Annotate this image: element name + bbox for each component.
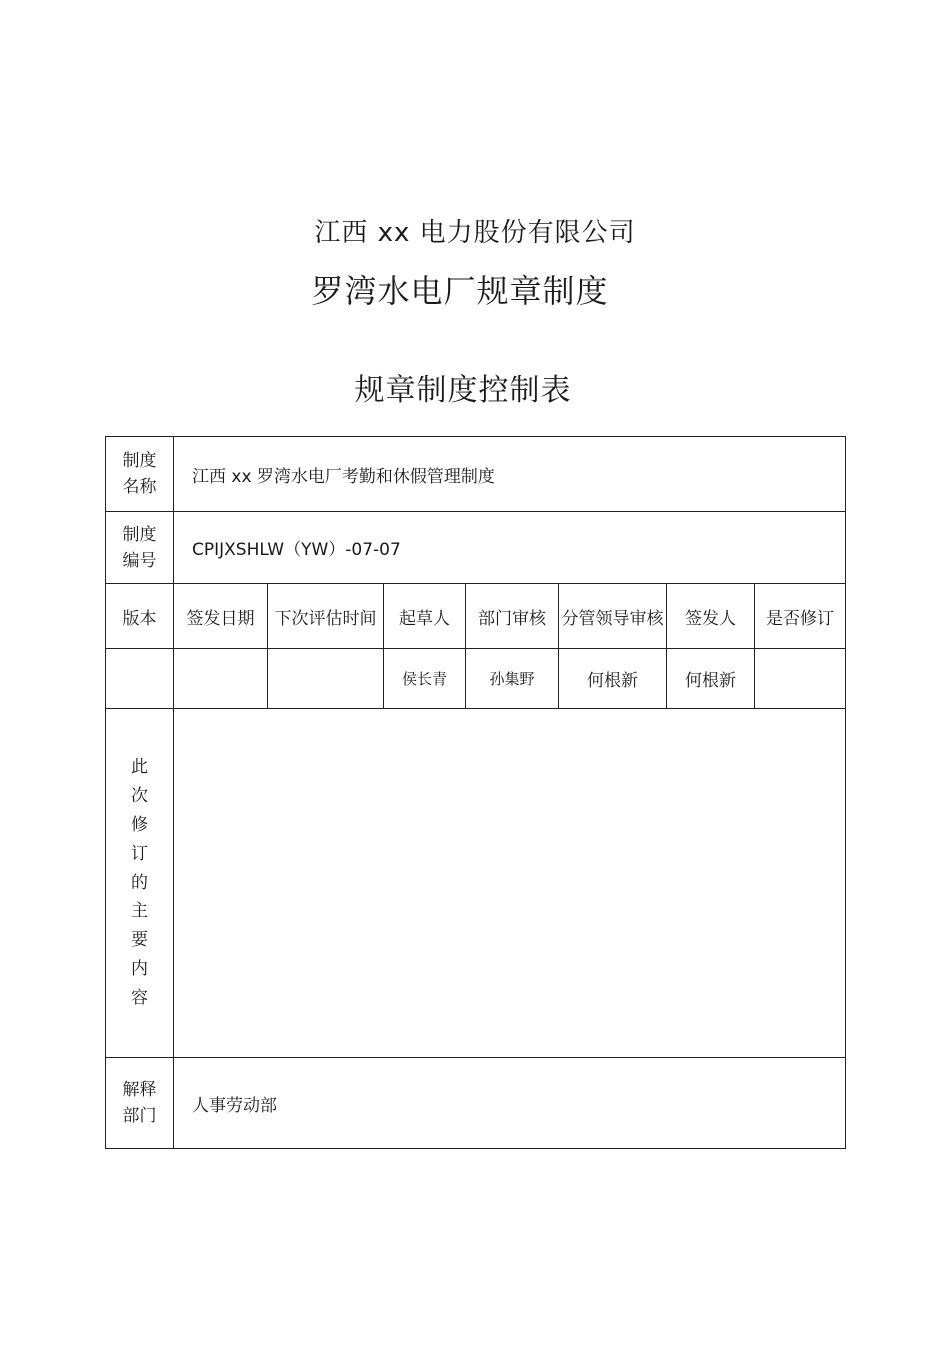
name-label-line2: 名称: [122, 477, 157, 497]
revision-label-char: 主: [131, 901, 148, 922]
company-name: 江西 xx 电力股份有限公司: [314, 218, 636, 248]
form-title: 规章制度控制表: [354, 373, 572, 408]
revision-content-cell: [174, 709, 846, 1058]
interp-dept-value: 人事劳动部: [174, 1058, 846, 1149]
col-header-issue-date: 签发日期: [174, 584, 268, 649]
control-table: [105, 436, 846, 1149]
value-version: [106, 649, 174, 709]
code-label-line1: 制度: [122, 524, 157, 545]
name-label-line1: 制度: [122, 451, 157, 471]
revision-label-char: 修: [131, 815, 148, 835]
revision-row: [106, 709, 846, 1058]
name-label-cell: [106, 437, 174, 512]
name-row: [106, 437, 846, 512]
col-header-drafter: 起草人: [384, 584, 466, 649]
header-row: [106, 584, 846, 649]
revision-label-cell: [106, 709, 174, 1058]
value-dept-review: 孙集野: [466, 649, 559, 709]
revision-label-char: 此: [131, 757, 148, 778]
code-row: [106, 512, 846, 584]
value-drafter: 侯长青: [384, 649, 466, 709]
col-header-dept-review: 部门审核: [466, 584, 559, 649]
col-header-next-review: 下次评估时间: [268, 584, 384, 649]
revision-label-char: 内: [131, 958, 148, 979]
revision-label-char: 次: [131, 786, 148, 807]
revision-label-char: 容: [131, 987, 148, 1008]
col-header-issuer: 签发人: [667, 584, 755, 649]
interpretation-row: [106, 1058, 846, 1149]
code-label-cell: [106, 512, 174, 584]
plant-regulation-title: 罗湾水电厂规章制度: [311, 272, 609, 310]
regulation-code-value: CPIJXSHLW（YW）-07-07: [174, 512, 846, 584]
value-revised: [755, 649, 846, 709]
revision-label-char: 的: [131, 872, 148, 893]
interp-label-line2: 部门: [122, 1106, 157, 1126]
revision-label-vertical: [106, 753, 173, 1012]
value-next-review: [268, 649, 384, 709]
regulation-name-value: 江西 xx 罗湾水电厂考勤和休假管理制度: [174, 437, 846, 512]
interp-label-line1: 解释: [122, 1080, 157, 1100]
value-issuer: 何根新: [667, 649, 755, 709]
revision-label-char: 订: [131, 843, 148, 864]
interp-label-cell: [106, 1058, 174, 1149]
value-issue-date: [174, 649, 268, 709]
col-header-version: 版本: [106, 584, 174, 649]
col-header-leader-review: 分管领导审核: [559, 584, 667, 649]
value-row: [106, 649, 846, 709]
value-leader-review: 何根新: [559, 649, 667, 709]
revision-label-char: 要: [131, 930, 148, 951]
code-label-line2: 编号: [122, 550, 157, 571]
col-header-revised: 是否修订: [755, 584, 846, 649]
